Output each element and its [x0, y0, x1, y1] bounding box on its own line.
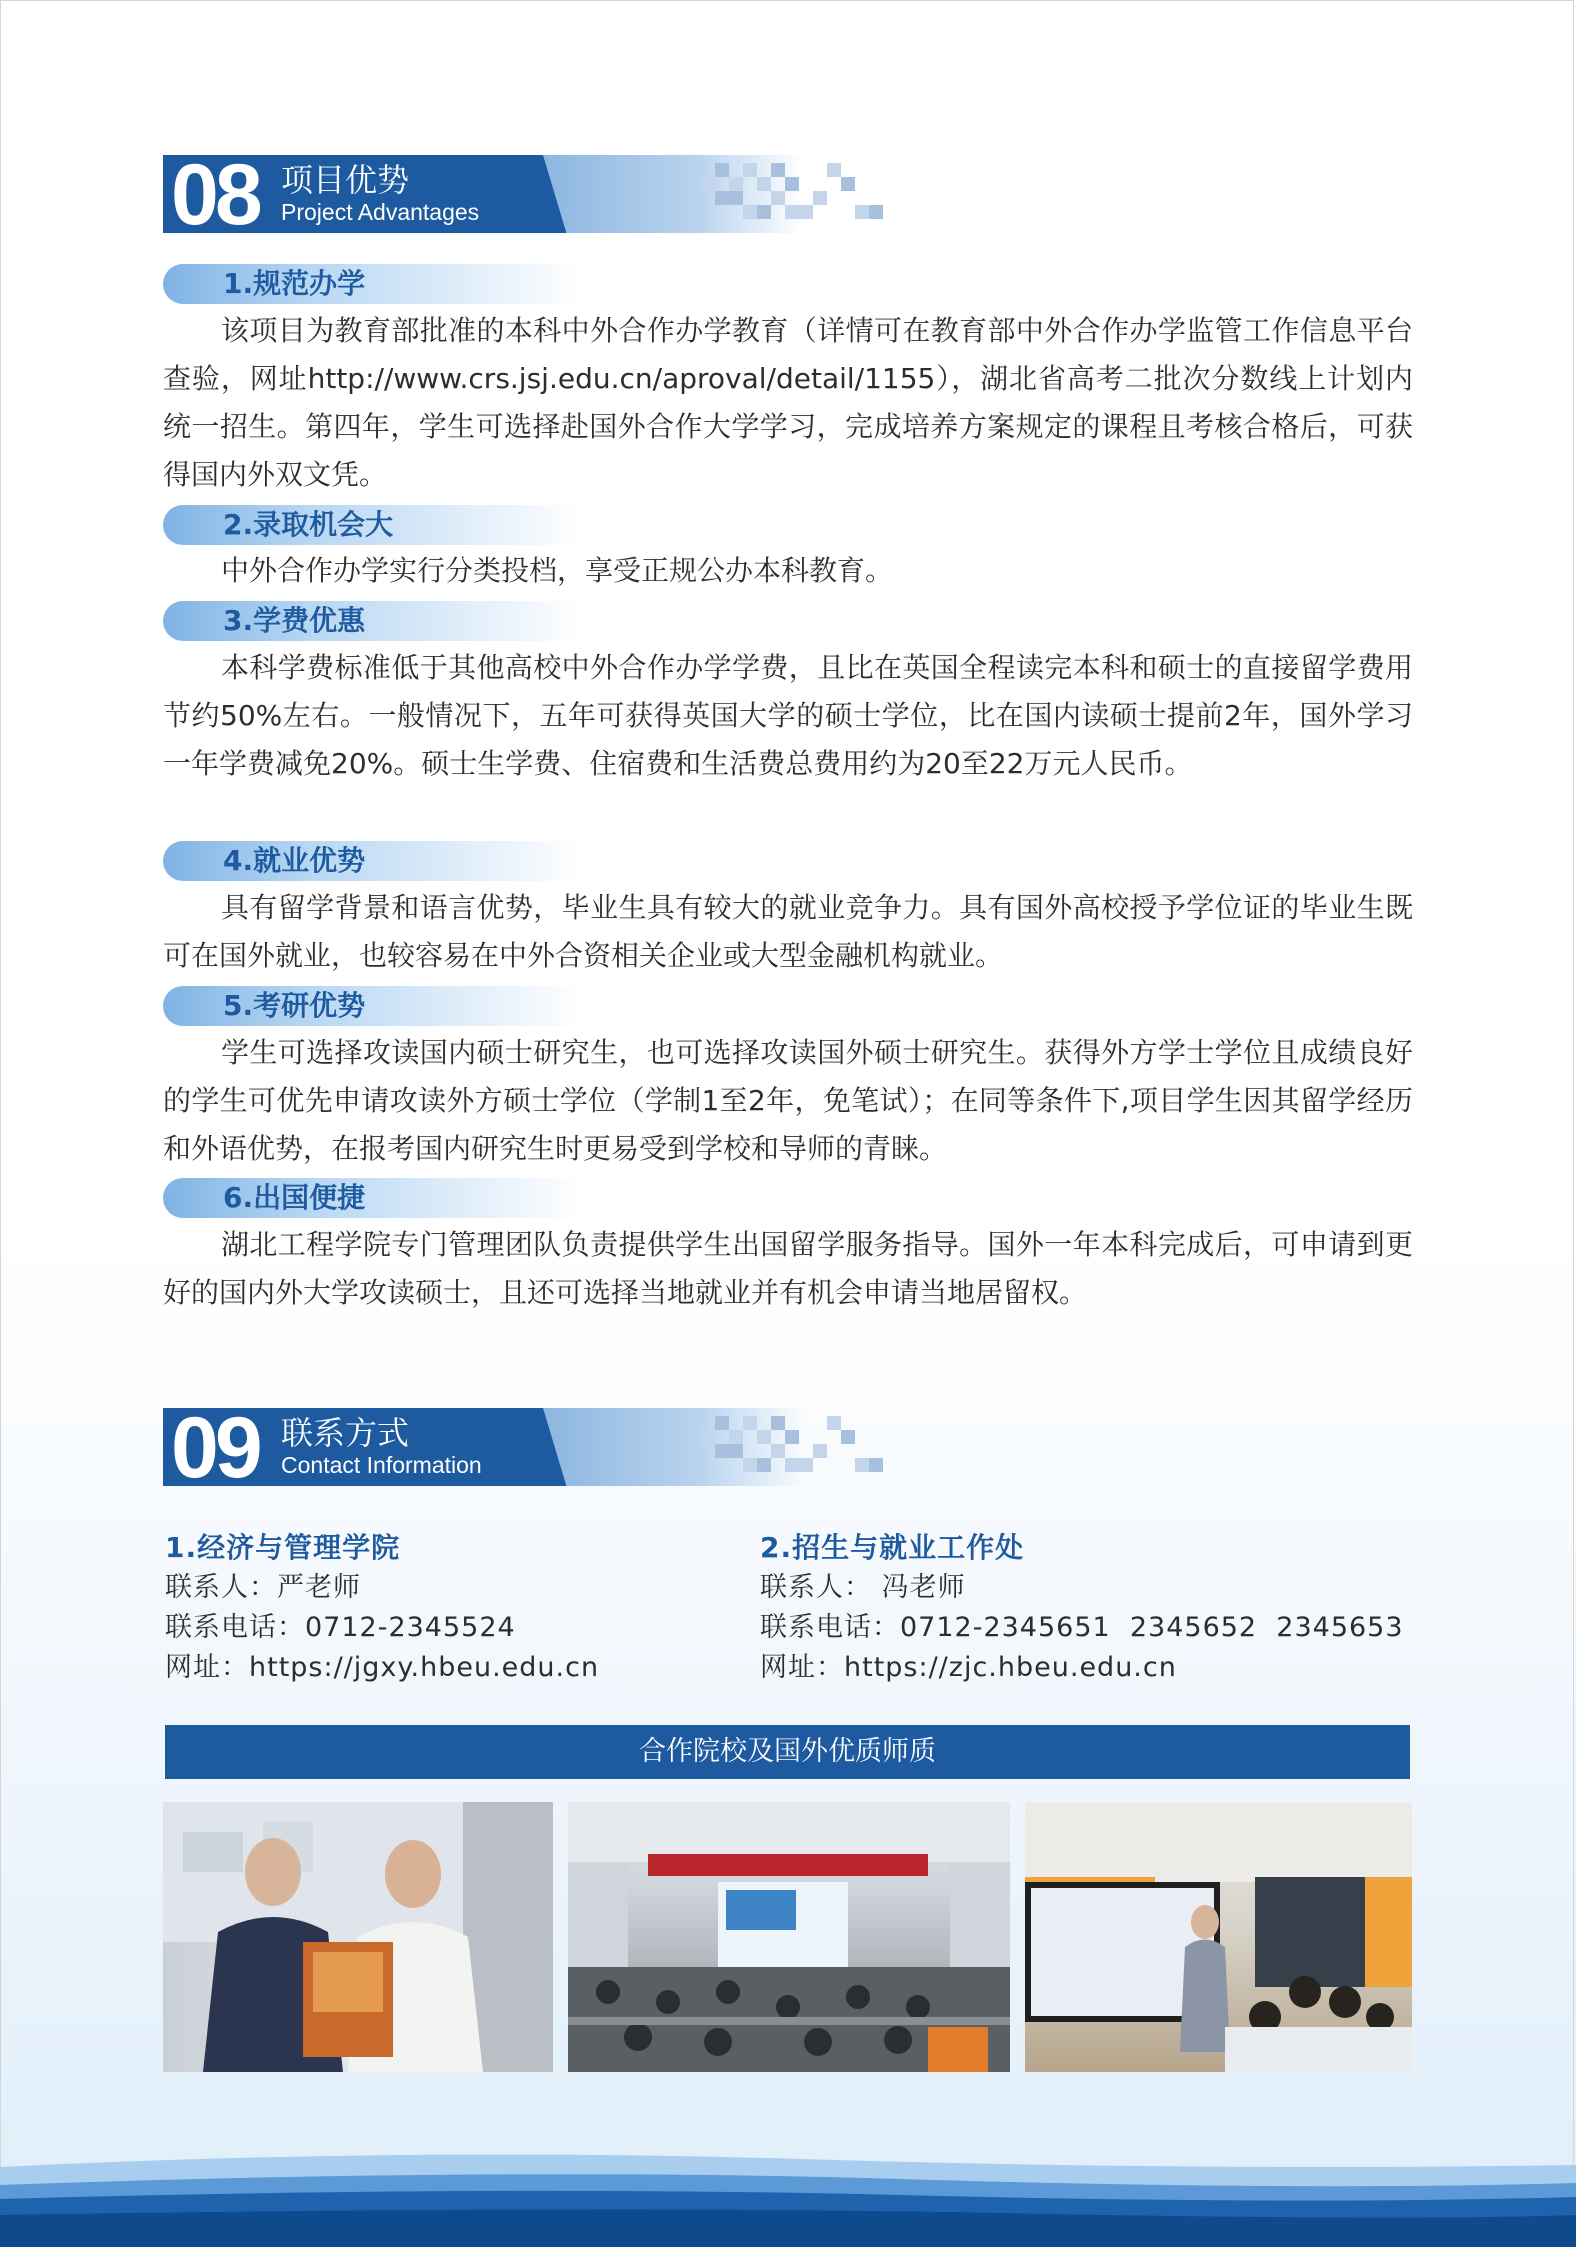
contact-website[interactable]: 网址：https://zjc.hbeu.edu.cn — [760, 1652, 1177, 1683]
subheading-label: 4.就业优势 — [223, 844, 366, 877]
subheading-1 — [163, 264, 583, 304]
gallery-title-bar: 合作院校及国外优质师质 — [165, 1725, 1410, 1779]
contact-person: 联系人： 冯老师 — [760, 1572, 966, 1603]
contact-block-1 — [165, 1528, 599, 1688]
contact-person: 联系人：严老师 — [165, 1572, 361, 1603]
section-title-zh: 项目优势 — [281, 161, 410, 199]
section-09-header — [163, 1400, 883, 1496]
subheading-2 — [163, 505, 583, 545]
pixel-decoration — [701, 163, 891, 227]
section-08-header — [163, 147, 883, 243]
contact-title: 1.经济与管理学院 — [165, 1531, 401, 1564]
bottom-wave-decoration — [0, 2137, 1576, 2247]
subheading-5 — [163, 986, 583, 1026]
photo-handshake-art — [163, 1802, 553, 2072]
subheading-3 — [163, 601, 583, 641]
subheading-label: 6.出国便捷 — [223, 1181, 366, 1214]
section-number: 09 — [171, 1400, 259, 1496]
section-title-en: Project Advantages — [281, 199, 480, 225]
contact-title: 2.招生与就业工作处 — [760, 1531, 1025, 1564]
paragraph-2: 中外合作办学实行分类投档，享受正规公办本科教育。 — [221, 554, 894, 587]
section-title-zh: 联系方式 — [281, 1414, 410, 1452]
subheading-label: 3.学费优惠 — [223, 604, 366, 637]
paragraph-5: 学生可选择攻读国内硕士研究生，也可选择攻读国外硕士研究生。获得外方学士学位且成绩良好的学生可优先申请攻读外方硕士学位（学制1至2年，免笔试）；在同等条件下,项目学生因其留学经历和外语优势，在报考国内研究生时更易受到学校和导师的青睐。 — [163, 1036, 1413, 1165]
contact-block-2 — [760, 1528, 1404, 1688]
photo-handshake — [163, 1802, 553, 2072]
photo-lecture-hall — [568, 1802, 1010, 2072]
subheading-label: 2.录取机会大 — [223, 508, 394, 541]
pixel-decoration — [701, 1416, 891, 1480]
contact-phone: 联系电话：0712-2345651 2345652 2345653 — [760, 1612, 1404, 1643]
paragraph-3: 本科学费标准低于其他高校中外合作办学学费，且比在英国全程读完本科和硕士的直接留学费用节约50%左右。一般情况下，五年可获得英国大学的硕士学位，比在国内读硕士提前2年，国外学习一年学费减免20%。硕士生学费、住宿费和生活费总费用约为20至22万元人民币。 — [163, 651, 1413, 780]
section-number: 08 — [171, 147, 259, 243]
section-title-en: Contact Information — [281, 1452, 482, 1478]
subheading-label: 5.考研优势 — [223, 989, 366, 1022]
contact-website[interactable]: 网址：https://jgxy.hbeu.edu.cn — [165, 1652, 600, 1683]
subheading-4 — [163, 841, 583, 881]
paragraph-4: 具有留学背景和语言优势，毕业生具有较大的就业竞争力。具有国外高校授予学位证的毕业生既可在国外就业，也较容易在中外合资相关企业或大型金融机构就业。 — [163, 891, 1413, 972]
subheading-6 — [163, 1178, 583, 1218]
contact-phone: 联系电话：0712-2345524 — [165, 1612, 516, 1643]
photo-classroom — [1025, 1802, 1412, 2072]
paragraph-1: 该项目为教育部批准的本科中外合作办学教育（详情可在教育部中外合作办学监管工作信息平台查验，网址http://www.crs.jsj.edu.cn/aproval/detail/1155），湖北省高考二批次分数线上计划内统一招生。第四年，学生可选择赴国外合作大学学习，完成培养方案规定的课程且考核合格后，可获得国内外双文凭。 — [163, 314, 1413, 491]
photo-classroom-art — [1025, 1802, 1412, 2072]
photo-lecture-hall-art — [568, 1802, 1010, 2072]
paragraph-6: 湖北工程学院专门管理团队负责提供学生出国留学服务指导。国外一年本科完成后，可申请到更好的国内外大学攻读硕士，且还可选择当地就业并有机会申请当地居留权。 — [163, 1228, 1413, 1309]
subheading-label: 1.规范办学 — [223, 267, 366, 300]
